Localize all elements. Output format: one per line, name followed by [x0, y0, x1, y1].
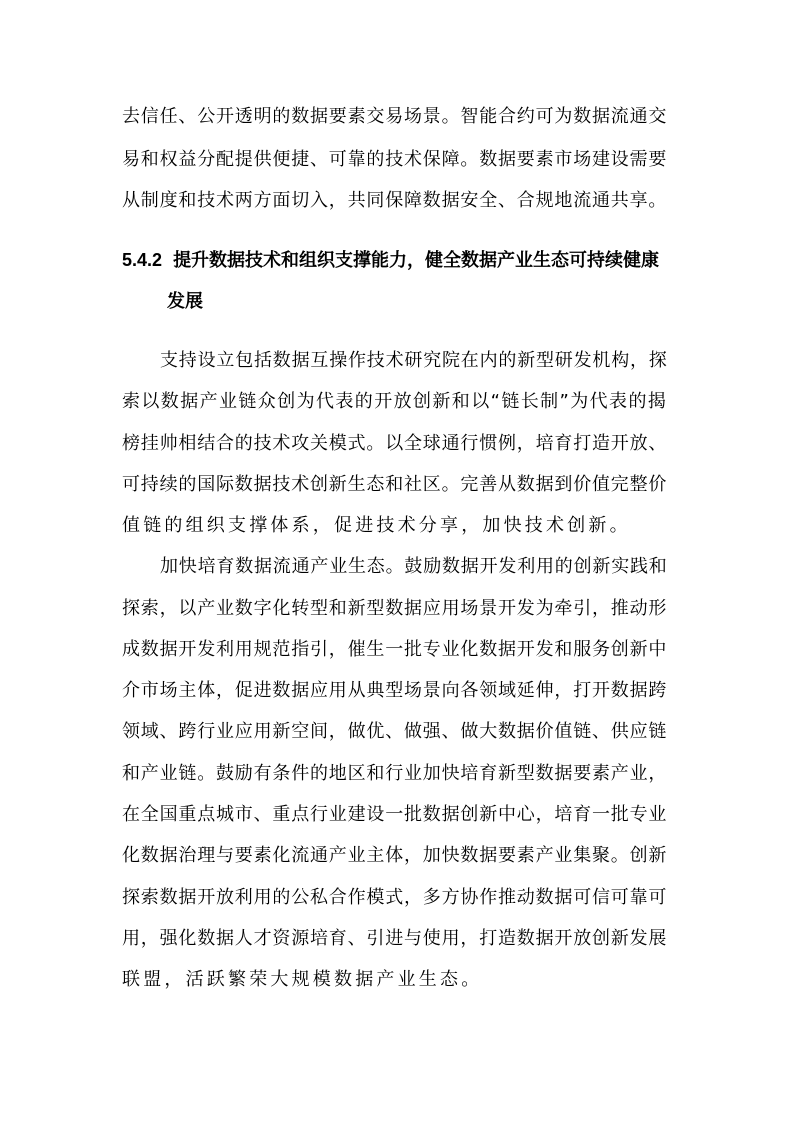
text-line: 成数据开发利用规范指引，催生一批专业化数据开发和服务创新中 [122, 639, 668, 660]
section-title-line-1: 提升数据技术和组织支撑能力，健全数据产业生态可持续健康 [173, 250, 660, 270]
text-line: 联盟，活跃繁荣大规模数据产业生态。 [122, 969, 483, 990]
section-heading-line [122, 248, 659, 272]
text-line: 榜挂帅相结合的技术攻关模式。以全球通行惯例，培育打造开放、 [122, 433, 668, 454]
text-line: 领域、跨行业应用新空间，做优、做强、做大数据价值链、供应链 [122, 721, 668, 742]
text-line: 和产业链。鼓励有条件的地区和行业加快培育新型数据要素产业， [122, 763, 668, 784]
text-line: 易和权益分配提供便捷、可靠的技术保障。数据要素市场建设需要 [122, 149, 668, 170]
text-line: 介市场主体，促进数据应用从典型场景向各领域延伸，打开数据跨 [122, 680, 668, 701]
text-line: 值链的组织支撑体系，促进技术分享，加快技术创新。 [122, 515, 631, 536]
text-line: 探索，以产业数字化转型和新型数据应用场景开发为牵引，推动形 [122, 598, 668, 619]
text-line: 支持设立包括数据互操作技术研究院在内的新型研发机构，探 [160, 350, 668, 371]
section-number: 5.4.2 [122, 250, 163, 270]
text-line: 可持续的国际数据技术创新生态和社区。完善从数据到价值完整价 [122, 474, 668, 495]
text-line: 探索数据开放利用的公私合作模式，多方协作推动数据可信可靠可 [122, 887, 668, 908]
text-line: 化数据治理与要素化流通产业主体，加快数据要素产业集聚。创新 [122, 845, 668, 866]
text-line: 加快培育数据流通产业生态。鼓励数据开发利用的创新实践和 [160, 556, 668, 577]
text-line: 去信任、公开透明的数据要素交易场景。智能合约可为数据流通交 [122, 106, 668, 127]
text-line: 在全国重点城市、重点行业建设一批数据创新中心，培育一批专业 [122, 804, 668, 825]
text-line: 索以数据产业链众创为代表的开放创新和以“链长制”为代表的揭 [122, 391, 668, 412]
section-title-line-2: 发展 [167, 291, 203, 311]
text-line: 从制度和技术两方面切入，共同保障数据安全、合规地流通共享。 [122, 190, 668, 211]
text-line: 用，强化数据人才资源培育、引进与使用，打造数据开放创新发展 [122, 928, 668, 949]
